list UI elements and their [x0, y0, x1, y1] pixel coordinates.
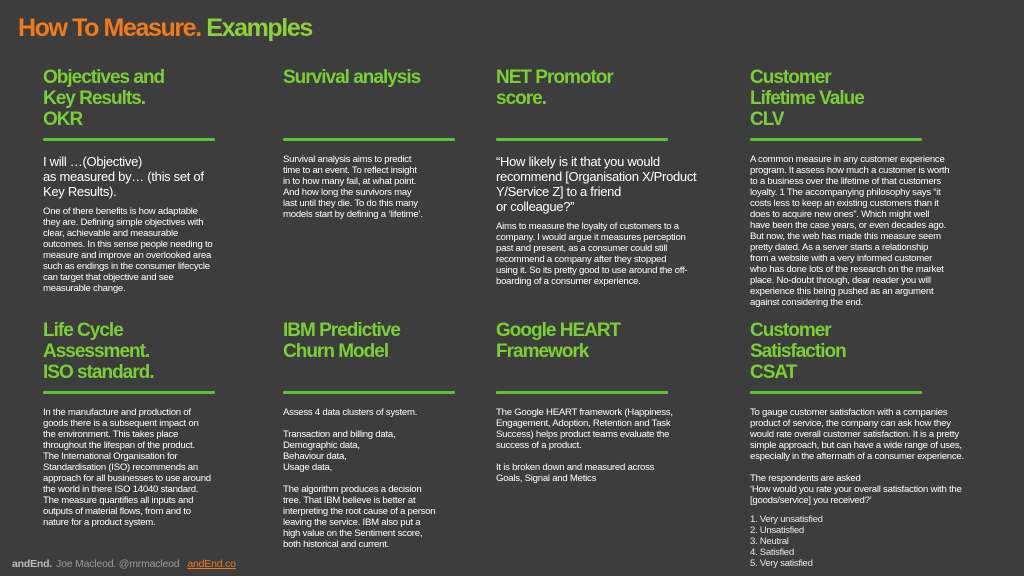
heading-underline: [750, 138, 922, 141]
card-life-cycle-assessment: [43, 320, 271, 528]
heading-underline: [750, 391, 922, 394]
heading-underline: [283, 138, 455, 141]
card-google-heart: [496, 320, 736, 484]
card-heading: Customer Satisfaction CSAT: [750, 320, 846, 383]
rating-scale-list: 1. Very unsatisfied 2. Unsatisfied 3. Neutral 4. Satisfied 5. Very satisfied: [750, 514, 823, 569]
card-survival-analysis: [283, 67, 511, 220]
card-body: To gauge customer satisfaction with a companies product of service, the company can ask how they would rate overall customer satisfaction. It is a pretty simple approach, but can have a wide range of uses, especially in the aftermath of a consumer experience. The respondents are asked ‘How would you rate your overall satisfaction with the [goods/service] you received?’: [750, 407, 964, 506]
card-lead: I will …(Objective) as measured by… (this set of Key Results).: [43, 154, 204, 199]
heading-underline: [496, 138, 668, 141]
card-customer-lifetime-value: [750, 67, 990, 308]
heading-underline: [283, 391, 455, 394]
card-body: One of there benefits is how adaptable they are. Defining simple objectives with clear, achievable and measurable outcomes. In this sense people needing to measure and improve an overlooked area such as endings in the consumer lifecycle can target that objective and see measurable change.: [43, 206, 213, 294]
card-body: A common measure in any customer experience program. It assess how much a customer is worth to a business over the lifetime of that customers loyalty. 1 The accompanying philosophy says “it costs less to keep an existing customers than it does to acquire new ones”. Which might well have been the case years, or even decades ago. But now, the web has made this measure seem pretty dated. As a server starts a relationship from a website with a very informed customer who has done lots of the research on the market place. No-doubt through, dear reader you will experience this being pushed as an argument against considering the end.: [750, 154, 950, 308]
card-body: Assess 4 data clusters of system. Transaction and billing data, Demographic data, Behaviour data, Usage data, The algorithm produces a decision tree. That IBM believe is better at interpreting the root cause of a person leaving the service. IBM also put a high value on the Sentiment score, both historical and current.: [283, 407, 436, 550]
page-title-part1: How To Measure.: [18, 14, 201, 42]
page-title: [18, 14, 312, 43]
heading-underline: [43, 391, 215, 394]
card-body: Survival analysis aims to predict time to an event. To reflect insight in to how many fail, at what point. And how long the survivors may last until they die. To do this many models start by defining a ‘lifetime’.: [283, 154, 423, 220]
card-body: In the manufacture and production of goods there is a subsequent impact on the environment. This takes place throughout the lifespan of the product. The International Organisation for Standardisation (ISO) recommends an approach for all businesses to use around the world in there ISO 14040 standard. The measure quantifies all inputs and outputs of material flows, from and to nature for a product system.: [43, 407, 211, 528]
card-heading: IBM Predictive Churn Model: [283, 320, 400, 362]
card-net-promotor-score: [496, 67, 736, 287]
card-okr: [43, 67, 271, 294]
card-heading: Customer Lifetime Value CLV: [750, 67, 864, 130]
card-body: Aims to measure the loyalty of customers to a company. I would argue it measures perception past and present, as a consumer could still recommend a company after they stopped using it. So its pretty good to use around the off- boarding of a consumer experience.: [496, 221, 688, 287]
card-heading: Survival analysis: [283, 67, 421, 88]
card-heading: Google HEART Framework: [496, 320, 621, 362]
card-lead: “How likely is it that you would recommend [Organisation X/Product Y/Service Z] to a friend or colleague?”: [496, 154, 697, 214]
card-heading: Objectives and Key Results. OKR: [43, 67, 165, 130]
footer-brand: andEnd.: [12, 558, 53, 570]
card-heading: Life Cycle Assessment. ISO standard.: [43, 320, 154, 383]
card-ibm-churn-model: [283, 320, 511, 550]
card-customer-satisfaction: [750, 320, 990, 569]
footer: [12, 558, 236, 570]
heading-underline: [43, 138, 215, 141]
footer-link[interactable]: andEnd.co: [187, 558, 236, 570]
footer-credit: Joe Macleod. @mrmacleod: [56, 558, 180, 570]
heading-underline: [496, 391, 668, 394]
card-body: The Google HEART framework (Happiness, Engagement, Adoption, Retention and Task Success) helps product teams evaluate the success of a product. It is broken down and measured across Goals, Signal and Metics: [496, 407, 673, 484]
card-heading: NET Promotor score.: [496, 67, 613, 109]
page-title-part2: Examples: [200, 14, 312, 42]
